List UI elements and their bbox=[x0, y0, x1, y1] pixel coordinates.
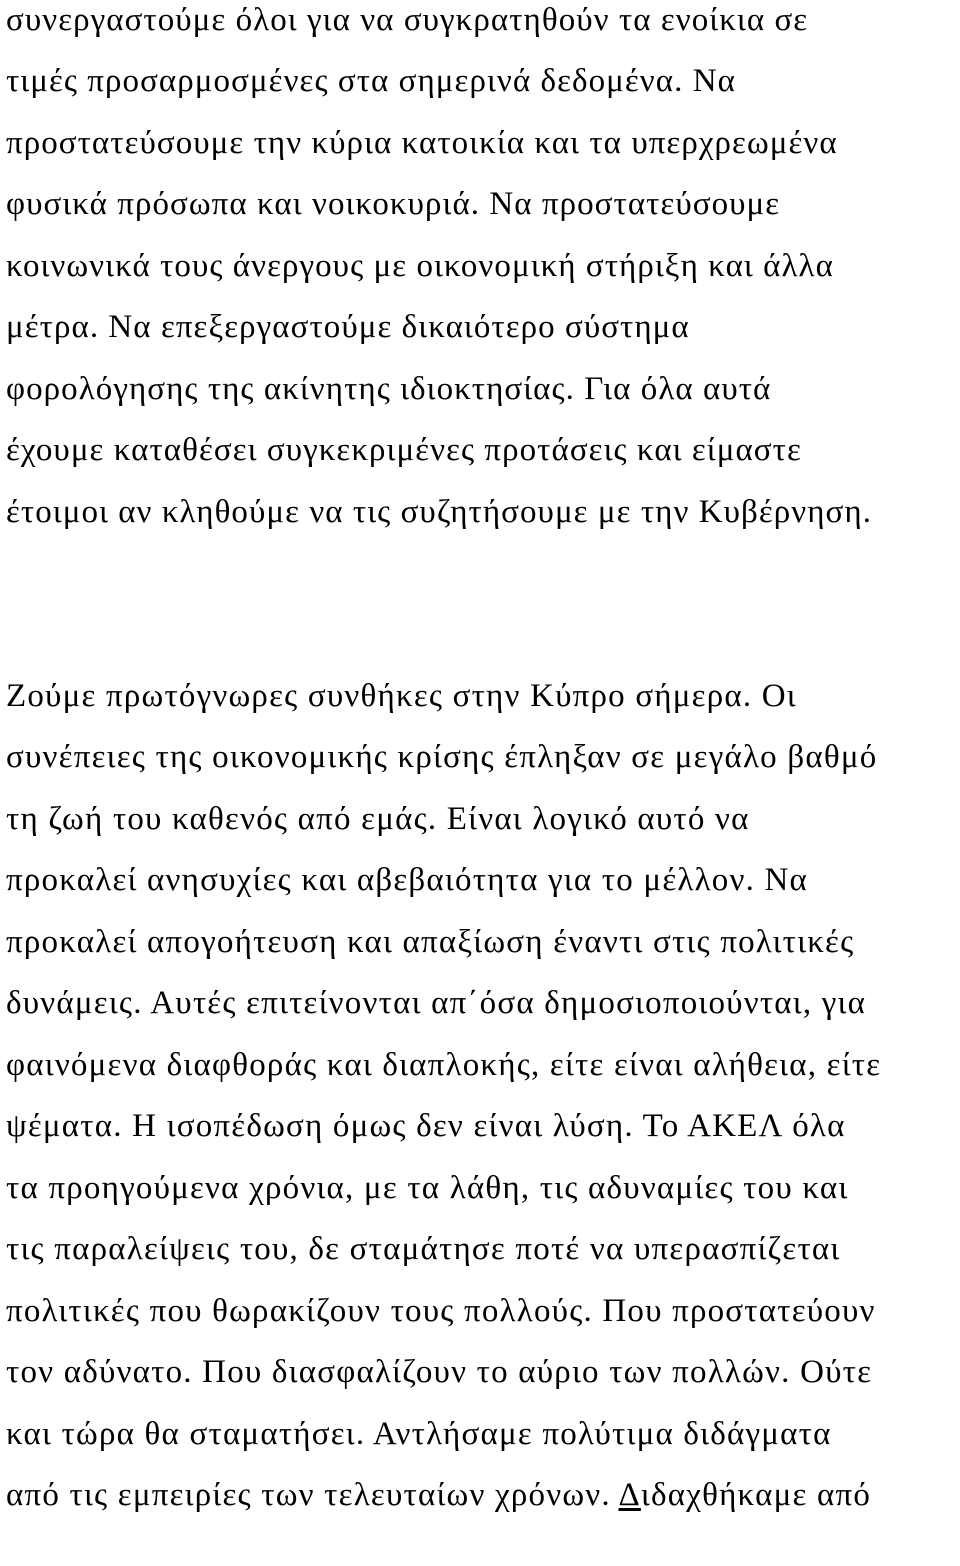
text-line: τιμές προσαρμοσμένες στα σημερινά δεδομένα. Να bbox=[6, 63, 736, 99]
text-line: ψέματα. Η ισοπέδωση όμως δεν είναι λύση. Το ΑΚΕΛ όλα bbox=[6, 1108, 846, 1144]
text-line: δυνάμεις. Αυτές επιτείνονται απ΄όσα δημοσιοποιούνται, για bbox=[6, 985, 867, 1021]
text-line: φαινόμενα διαφθοράς και διαπλοκής, είτε είναι αλήθεια, είτε bbox=[6, 1047, 882, 1083]
text-line: τη ζωή του καθενός από εμάς. Είναι λογικό αυτό να bbox=[6, 801, 750, 837]
text-line: και τώρα θα σταματήσει. Αντλήσαμε πολύτιμα διδάγματα bbox=[6, 1416, 832, 1452]
text-line: τον αδύνατο. Που διασφαλίζουν το αύριο των πολλών. Ούτε bbox=[6, 1354, 873, 1390]
text-line: μέτρα. Να επεξεργαστούμε δικαιότερο σύστημα bbox=[6, 309, 690, 345]
text-line: κοινωνικά τους άνεργους με οικονομική στήριξη και άλλα bbox=[6, 248, 834, 284]
underlined-letter: Δ bbox=[618, 1477, 641, 1513]
text-line: τις παραλείψεις του, δε σταμάτησε ποτέ να υπερασπίζεται bbox=[6, 1231, 841, 1267]
text-line: συνεργαστούμε όλοι για να συγκρατηθούν τα ενοίκια σε bbox=[6, 2, 809, 38]
text-line: έτοιμοι αν κληθούμε να τις συζητήσουμε με την Κυβέρνηση. bbox=[6, 494, 872, 530]
text-line: πολιτικές που θωρακίζουν τους πολλούς. Που προστατεύουν bbox=[6, 1293, 876, 1329]
text-line-last bbox=[6, 1479, 871, 1512]
text-line: έχουμε καταθέσει συγκεκριμένες προτάσεις και είμαστε bbox=[6, 432, 802, 468]
text-line: συνέπειες της οικονομικής κρίσης έπληξαν σε μεγάλο βαθμό bbox=[6, 739, 878, 775]
text-line: φορολόγησης της ακίνητης ιδιοκτησίας. Για όλα αυτά bbox=[6, 371, 772, 407]
text-line: προκαλεί απογοήτευση και απαξίωση έναντι στις πολιτικές bbox=[6, 924, 855, 960]
text-line-suffix: ιδαχθήκαμε από bbox=[640, 1477, 872, 1513]
text-line: προστατεύσουμε την κύρια κατοικία και τα υπερχρεωμένα bbox=[6, 125, 838, 161]
text-line: προκαλεί ανησυχίες και αβεβαιότητα για το μέλλον. Να bbox=[6, 862, 809, 898]
text-line: τα προηγούμενα χρόνια, με τα λάθη, τις αδυναμίες του και bbox=[6, 1170, 849, 1206]
text-line-prefix: από τις εμπειρίες των τελευταίων χρόνων. bbox=[6, 1477, 619, 1513]
text-line: Ζούμε πρωτόγνωρες συνθήκες στην Κύπρο σήμερα. Οι bbox=[6, 678, 797, 714]
text-line: φυσικά πρόσωπα και νοικοκυριά. Να προστατεύσουμε bbox=[6, 186, 781, 222]
